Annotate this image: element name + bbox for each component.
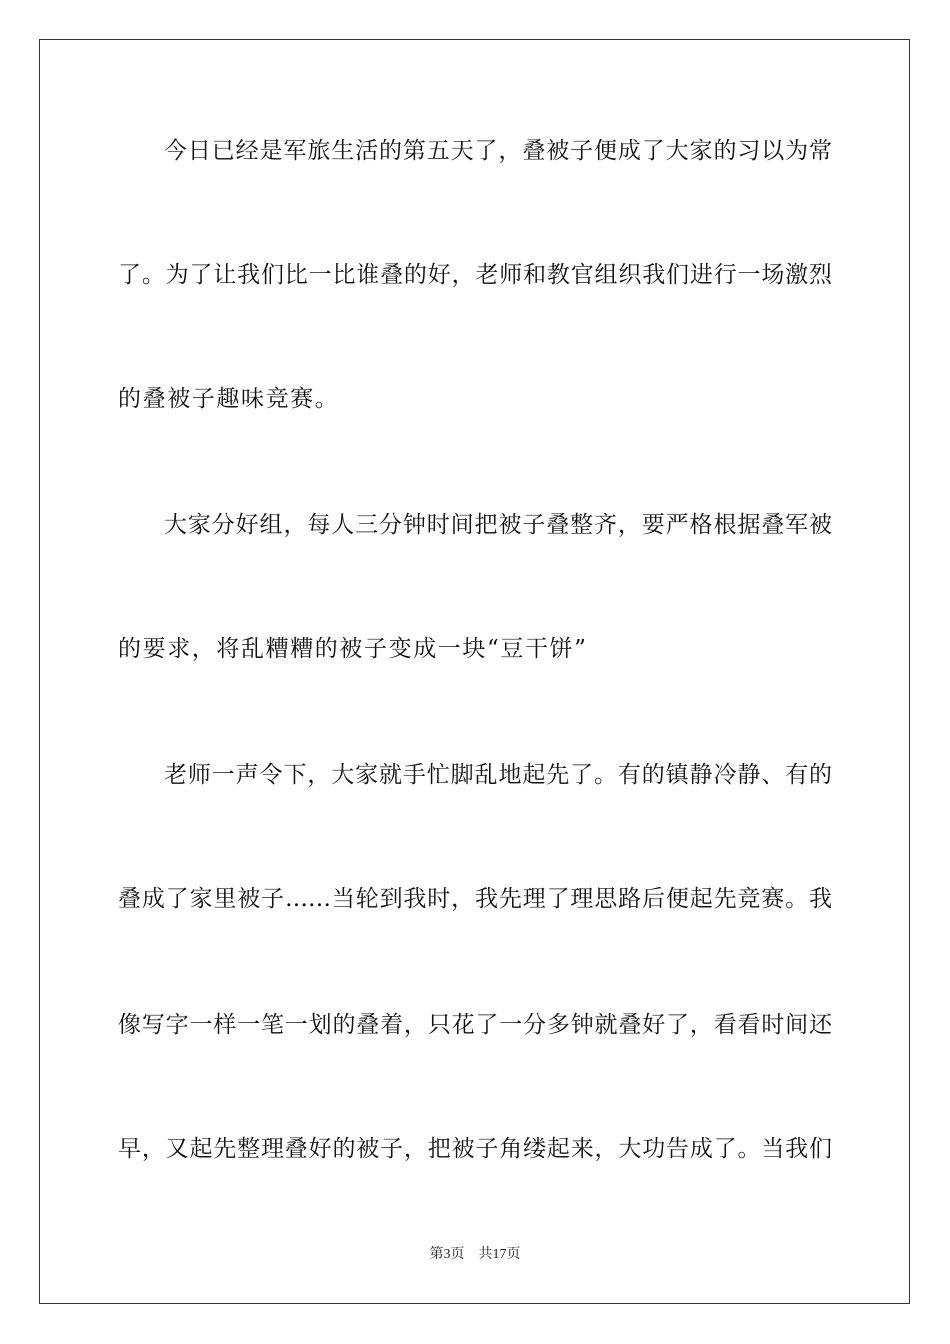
- paragraph-3-line-4: 早，又起先整理叠好的被子，把被子角缕起来，大功告成了。当我们: [118, 1136, 832, 1162]
- paragraph-3-line-1: 老师一声令下，大家就手忙脚乱地起先了。有的镇静冷静、有的: [164, 762, 832, 788]
- paragraph-1-line-3: 的叠被子趣味竞赛。: [118, 386, 340, 412]
- paragraph-3-line-3: 像写字一样一笔一划的叠着，只花了一分多钟就叠好了，看看时间还: [118, 1012, 832, 1038]
- page-frame: [39, 39, 910, 1304]
- paragraph-1-line-1: 今日已经是军旅生活的第五天了，叠被子便成了大家的习以为常: [164, 138, 832, 164]
- page-total: 共17页: [478, 1247, 521, 1262]
- paragraph-2-line-2: 的要求，将乱糟糟的被子变成一块“豆干饼”: [118, 636, 588, 662]
- page-footer: [0, 1246, 950, 1264]
- paragraph-2-line-1: 大家分好组，每人三分钟时间把被子叠整齐，要严格根据叠军被: [164, 512, 832, 538]
- page-number: 第3页: [429, 1247, 465, 1262]
- paragraph-3-line-2: 叠成了家里被子……当轮到我时，我先理了理思路后便起先竞赛。我: [118, 886, 832, 912]
- paragraph-1-line-2: 了。为了让我们比一比谁叠的好，老师和教官组织我们进行一场激烈: [118, 262, 832, 288]
